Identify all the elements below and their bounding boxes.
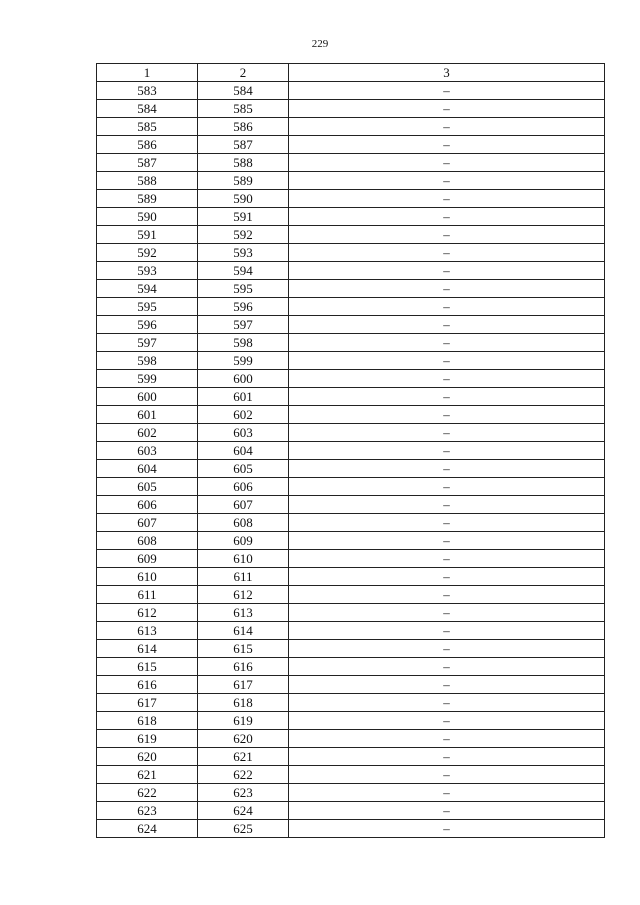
table-cell-col-1: 593 xyxy=(97,262,198,280)
table-cell-col-2: 607 xyxy=(198,496,289,514)
column-header-2: 2 xyxy=(198,64,289,82)
table-cell-col-2: 609 xyxy=(198,532,289,550)
table-row xyxy=(97,172,605,190)
table-cell-col-3: – xyxy=(289,550,605,568)
table-cell-col-1: 619 xyxy=(97,730,198,748)
table-cell-col-3: – xyxy=(289,658,605,676)
table-cell-col-2: 588 xyxy=(198,154,289,172)
table-cell-col-1: 603 xyxy=(97,442,198,460)
table-cell-col-1: 614 xyxy=(97,640,198,658)
table-cell-col-1: 591 xyxy=(97,226,198,244)
table-cell-col-3: – xyxy=(289,280,605,298)
table-cell-col-1: 612 xyxy=(97,604,198,622)
table-cell-col-1: 583 xyxy=(97,82,198,100)
table-cell-col-2: 586 xyxy=(198,118,289,136)
table-row xyxy=(97,460,605,478)
table-cell-col-1: 595 xyxy=(97,298,198,316)
table-cell-col-3: – xyxy=(289,496,605,514)
table-cell-col-2: 592 xyxy=(198,226,289,244)
table-cell-col-1: 586 xyxy=(97,136,198,154)
table-cell-col-3: – xyxy=(289,82,605,100)
table-cell-col-2: 598 xyxy=(198,334,289,352)
table-cell-col-3: – xyxy=(289,388,605,406)
table-row xyxy=(97,514,605,532)
table-cell-col-2: 616 xyxy=(198,658,289,676)
table-row xyxy=(97,388,605,406)
header-row xyxy=(97,64,605,82)
table-cell-col-2: 625 xyxy=(198,820,289,838)
table-cell-col-1: 622 xyxy=(97,784,198,802)
table-cell-col-3: – xyxy=(289,784,605,802)
table-cell-col-2: 603 xyxy=(198,424,289,442)
table-cell-col-1: 605 xyxy=(97,478,198,496)
table-cell-col-3: – xyxy=(289,586,605,604)
table-cell-col-3: – xyxy=(289,748,605,766)
table-cell-col-1: 620 xyxy=(97,748,198,766)
table-cell-col-1: 602 xyxy=(97,424,198,442)
table-cell-col-3: – xyxy=(289,262,605,280)
table-cell-col-2: 621 xyxy=(198,748,289,766)
table-row xyxy=(97,640,605,658)
table-cell-col-1: 587 xyxy=(97,154,198,172)
table-cell-col-2: 602 xyxy=(198,406,289,424)
table-cell-col-2: 617 xyxy=(198,676,289,694)
table-cell-col-3: – xyxy=(289,118,605,136)
table-cell-col-1: 589 xyxy=(97,190,198,208)
table-row xyxy=(97,334,605,352)
table-cell-col-3: – xyxy=(289,802,605,820)
table-cell-col-2: 606 xyxy=(198,478,289,496)
table-cell-col-1: 594 xyxy=(97,280,198,298)
table-cell-col-3: – xyxy=(289,478,605,496)
table-cell-col-3: – xyxy=(289,460,605,478)
table-cell-col-3: – xyxy=(289,154,605,172)
table-row xyxy=(97,784,605,802)
table-cell-col-2: 615 xyxy=(198,640,289,658)
table-row xyxy=(97,118,605,136)
table-cell-col-2: 600 xyxy=(198,370,289,388)
table-cell-col-2: 619 xyxy=(198,712,289,730)
table-cell-col-3: – xyxy=(289,136,605,154)
table-cell-col-2: 605 xyxy=(198,460,289,478)
table-cell-col-2: 594 xyxy=(198,262,289,280)
table-cell-col-1: 621 xyxy=(97,766,198,784)
table-cell-col-2: 604 xyxy=(198,442,289,460)
table-row xyxy=(97,82,605,100)
table-cell-col-3: – xyxy=(289,244,605,262)
table-row xyxy=(97,298,605,316)
table-row xyxy=(97,478,605,496)
table-cell-col-2: 601 xyxy=(198,388,289,406)
table-cell-col-3: – xyxy=(289,766,605,784)
table-header xyxy=(97,64,605,82)
table-row xyxy=(97,748,605,766)
table-cell-col-1: 615 xyxy=(97,658,198,676)
table-row xyxy=(97,586,605,604)
table-row xyxy=(97,100,605,118)
table-cell-col-1: 610 xyxy=(97,568,198,586)
table-cell-col-1: 598 xyxy=(97,352,198,370)
table-cell-col-1: 592 xyxy=(97,244,198,262)
table-cell-col-2: 591 xyxy=(198,208,289,226)
table-row xyxy=(97,676,605,694)
table-cell-col-1: 604 xyxy=(97,460,198,478)
table-cell-col-3: – xyxy=(289,622,605,640)
table-cell-col-1: 617 xyxy=(97,694,198,712)
table-cell-col-2: 618 xyxy=(198,694,289,712)
table-cell-col-1: 596 xyxy=(97,316,198,334)
table-row xyxy=(97,604,605,622)
table-cell-col-2: 590 xyxy=(198,190,289,208)
table-cell-col-2: 585 xyxy=(198,100,289,118)
table-cell-col-3: – xyxy=(289,352,605,370)
table-cell-col-2: 587 xyxy=(198,136,289,154)
table-row xyxy=(97,496,605,514)
table-cell-col-3: – xyxy=(289,100,605,118)
table-cell-col-1: 599 xyxy=(97,370,198,388)
table-cell-col-1: 616 xyxy=(97,676,198,694)
page-number: 229 xyxy=(311,38,329,50)
table-cell-col-1: 588 xyxy=(97,172,198,190)
data-table xyxy=(96,63,605,838)
table-row xyxy=(97,658,605,676)
table-cell-col-1: 608 xyxy=(97,532,198,550)
table-row xyxy=(97,208,605,226)
table-row xyxy=(97,316,605,334)
table-cell-col-2: 610 xyxy=(198,550,289,568)
table-row xyxy=(97,820,605,838)
table-cell-col-2: 584 xyxy=(198,82,289,100)
table-row xyxy=(97,244,605,262)
table-cell-col-1: 618 xyxy=(97,712,198,730)
table-cell-col-2: 596 xyxy=(198,298,289,316)
table-cell-col-2: 624 xyxy=(198,802,289,820)
table-cell-col-2: 622 xyxy=(198,766,289,784)
table-cell-col-1: 609 xyxy=(97,550,198,568)
table-cell-col-3: – xyxy=(289,712,605,730)
table-row xyxy=(97,694,605,712)
table-cell-col-3: – xyxy=(289,820,605,838)
table-row xyxy=(97,136,605,154)
column-header-1: 1 xyxy=(97,64,198,82)
table-row xyxy=(97,424,605,442)
table-cell-col-2: 623 xyxy=(198,784,289,802)
table-cell-col-1: 601 xyxy=(97,406,198,424)
table-cell-col-3: – xyxy=(289,640,605,658)
table-cell-col-3: – xyxy=(289,226,605,244)
table-row xyxy=(97,352,605,370)
table-cell-col-3: – xyxy=(289,172,605,190)
table-cell-col-1: 606 xyxy=(97,496,198,514)
table-row xyxy=(97,550,605,568)
table-cell-col-3: – xyxy=(289,190,605,208)
table-row xyxy=(97,154,605,172)
table-cell-col-2: 612 xyxy=(198,586,289,604)
table-cell-col-3: – xyxy=(289,568,605,586)
table-cell-col-2: 597 xyxy=(198,316,289,334)
table-cell-col-3: – xyxy=(289,406,605,424)
table-cell-col-3: – xyxy=(289,694,605,712)
table-cell-col-1: 611 xyxy=(97,586,198,604)
column-header-3: 3 xyxy=(289,64,605,82)
table-cell-col-2: 595 xyxy=(198,280,289,298)
table-row xyxy=(97,532,605,550)
table-row xyxy=(97,766,605,784)
table-row xyxy=(97,802,605,820)
table-row xyxy=(97,568,605,586)
table-cell-col-3: – xyxy=(289,298,605,316)
table-cell-col-1: 613 xyxy=(97,622,198,640)
table-cell-col-2: 608 xyxy=(198,514,289,532)
table-cell-col-2: 589 xyxy=(198,172,289,190)
table-cell-col-3: – xyxy=(289,316,605,334)
table-row xyxy=(97,622,605,640)
table-cell-col-1: 624 xyxy=(97,820,198,838)
table-row xyxy=(97,226,605,244)
table-cell-col-1: 600 xyxy=(97,388,198,406)
table-row xyxy=(97,190,605,208)
table-cell-col-3: – xyxy=(289,370,605,388)
table-row xyxy=(97,730,605,748)
table-cell-col-3: – xyxy=(289,442,605,460)
table-cell-col-2: 620 xyxy=(198,730,289,748)
table-row xyxy=(97,712,605,730)
table-row xyxy=(97,370,605,388)
table-cell-col-3: – xyxy=(289,514,605,532)
table-cell-col-3: – xyxy=(289,334,605,352)
table-cell-col-2: 599 xyxy=(198,352,289,370)
table-cell-col-1: 584 xyxy=(97,100,198,118)
table-cell-col-2: 613 xyxy=(198,604,289,622)
table-cell-col-3: – xyxy=(289,730,605,748)
table-cell-col-2: 593 xyxy=(198,244,289,262)
table-cell-col-1: 607 xyxy=(97,514,198,532)
table-row xyxy=(97,262,605,280)
table-cell-col-2: 611 xyxy=(198,568,289,586)
table-cell-col-1: 623 xyxy=(97,802,198,820)
table-cell-col-2: 614 xyxy=(198,622,289,640)
table-row xyxy=(97,406,605,424)
table-cell-col-3: – xyxy=(289,208,605,226)
table-cell-col-3: – xyxy=(289,676,605,694)
table-cell-col-3: – xyxy=(289,424,605,442)
table-cell-col-1: 597 xyxy=(97,334,198,352)
table-row xyxy=(97,442,605,460)
table-body xyxy=(97,82,605,838)
table-cell-col-1: 585 xyxy=(97,118,198,136)
table-cell-col-3: – xyxy=(289,604,605,622)
table-cell-col-3: – xyxy=(289,532,605,550)
table-cell-col-1: 590 xyxy=(97,208,198,226)
table-row xyxy=(97,280,605,298)
